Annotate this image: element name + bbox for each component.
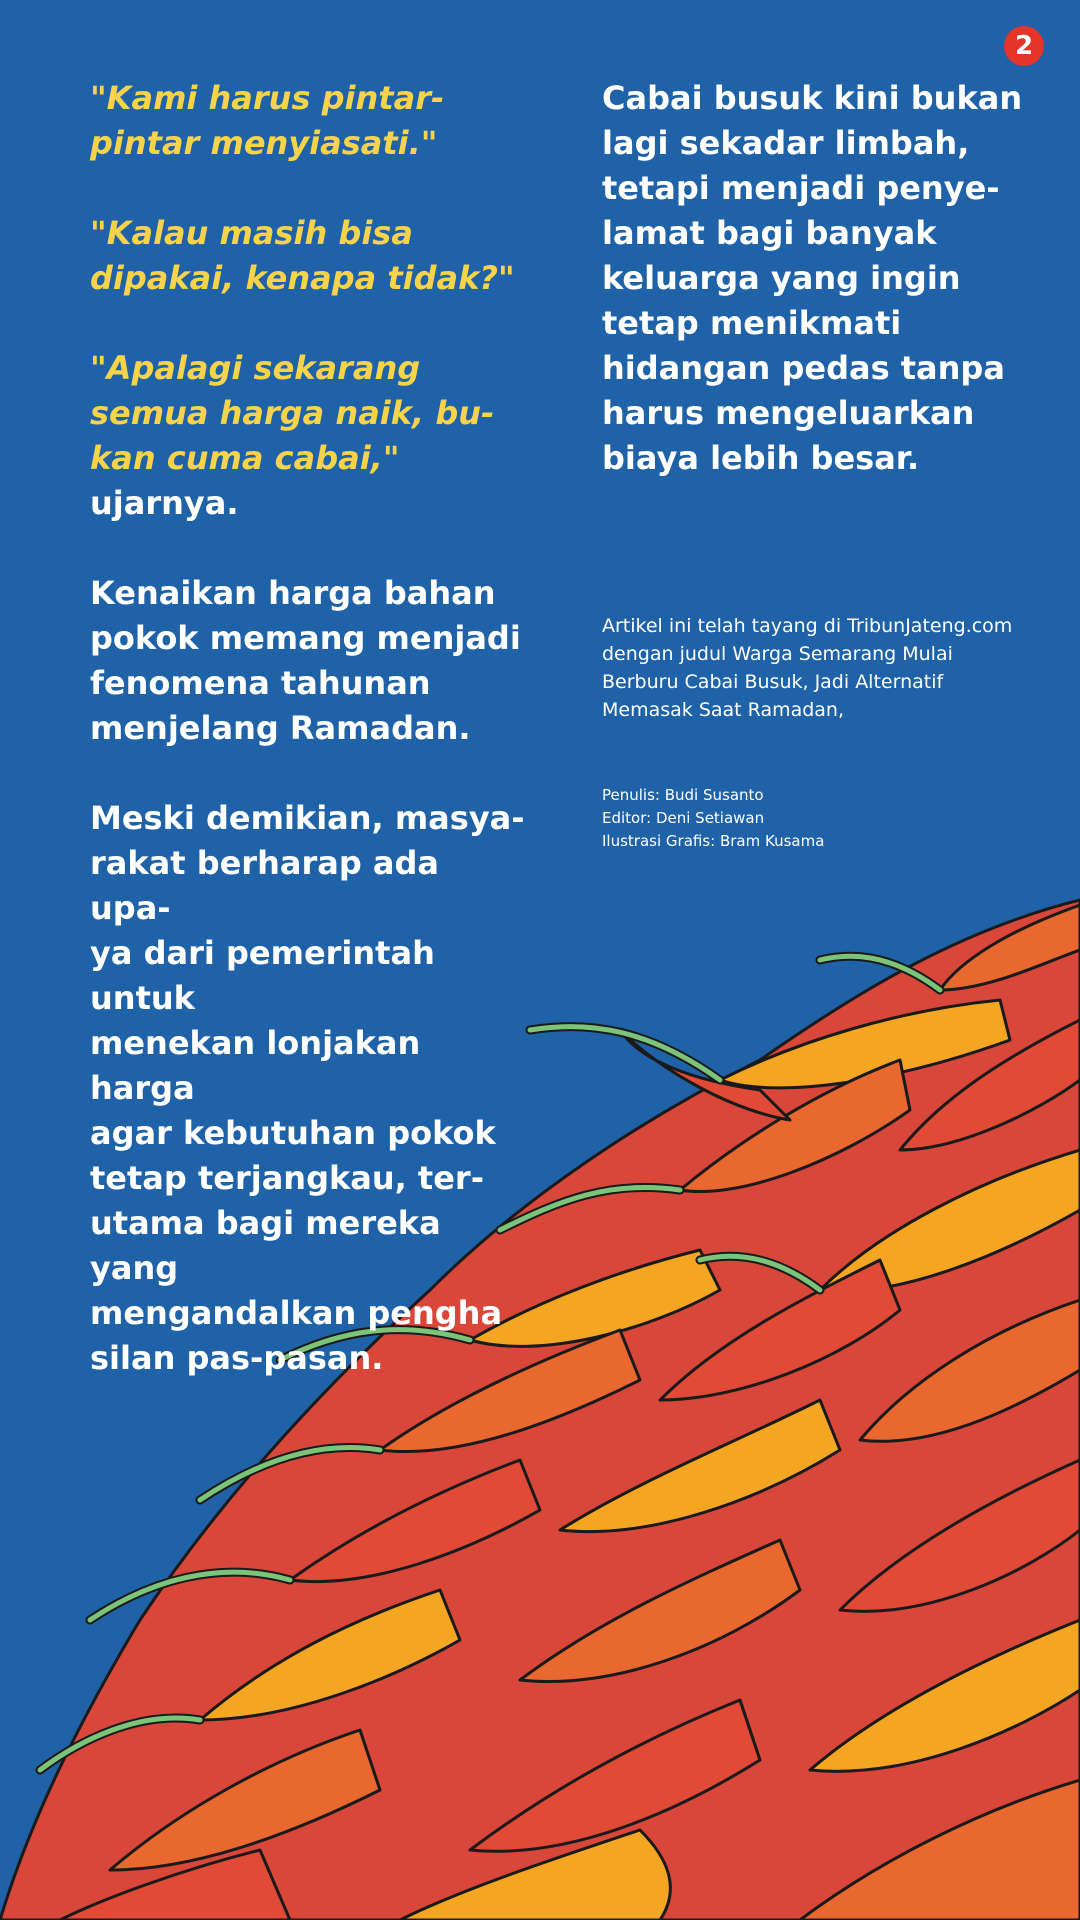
page-number-badge: 2 xyxy=(1004,26,1044,66)
paragraph-right-1: Cabai busuk kini bukan lagi sekadar limbah, tetapi menjadi penye- lamat bagi banyak keluarga yang ingin tetap menikmati hidangan pedas tanpa harus mengeluarkan biaya lebih besar. xyxy=(602,79,1023,477)
quote-1: "Kami harus pintar- pintar menyiasati." xyxy=(90,79,445,162)
illustrator-credit: Ilustrasi Grafis: Bram Kusama xyxy=(602,832,825,850)
editor-credit: Editor: Deni Setiawan xyxy=(602,809,765,827)
right-column xyxy=(602,76,1042,526)
staff-credits xyxy=(602,784,1042,853)
quote-3: "Apalagi sekarang semua harga naik, bu- kan cuma cabai," xyxy=(90,349,495,477)
left-column xyxy=(90,76,530,1426)
source-note: Artikel ini telah tayang di TribunJateng.com dengan judul Warga Semarang Mulai Berburu Cabai Busuk, Jadi Alternatif Memasak Saat Ramadan, xyxy=(602,615,1013,721)
quote-2: "Kalau masih bisa dipakai, kenapa tidak?" xyxy=(90,214,515,297)
writer-credit: Penulis: Budi Susanto xyxy=(602,786,764,804)
paragraph-left-1: Kenaikan harga bahan pokok memang menjadi fenomena tahunan menjelang Ramadan. xyxy=(90,574,521,747)
stem-shape xyxy=(530,1027,720,1080)
quote-attribution: ujarnya. xyxy=(90,484,239,522)
paragraph-left-2: Meski demikian, masya- rakat berharap ada upa- ya dari pemerintah untuk menekan lonjakan harga agar kebutuhan pokok tetap terjangkau, ter- utama bagi mereka yang mengandalkan pengha silan pas-pasan. xyxy=(90,799,525,1377)
